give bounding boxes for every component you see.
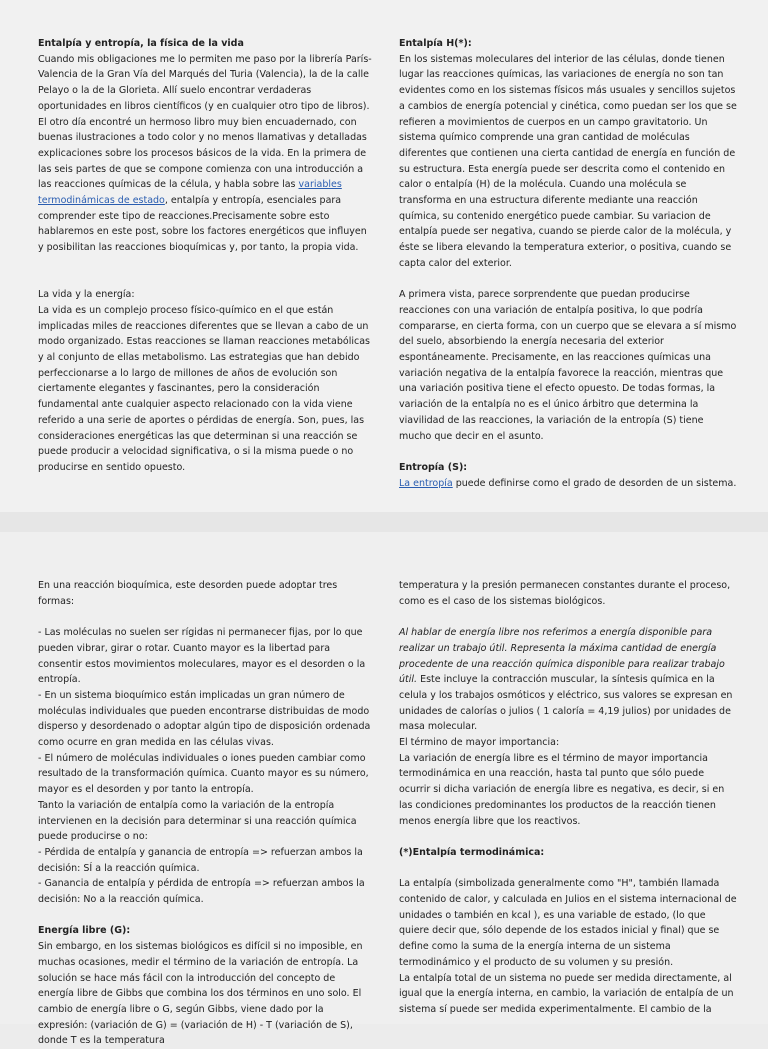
disorder-intro: En una reacción bioquímica, este desorden puede adoptar tres formas: — [38, 580, 338, 607]
enthalpy-paragraph-1: En los sistemas moleculares del interior de las células, donde tienen lugar las reacciones químicas, las variaciones de energía no son tan evidentes como en los sistemas físicos más usuales y sencillos sujetos a cambios de energía potencial y cinética, como puedan ser los que se refieren a movimientos de cuerpos en un campo gravitatorio. Un sistema químico comprende una gran cantidad de moléculas diferentes que contienen una cierta cantidad de energía en función de su estructura. Esta energía puede ser descrita como el contenido en calor o entalpía (H) de la molécula. Cuando una molécula se transforma en una estructura diferente mediante una reacción química, su contenido energético puede cambiar. Su variacion de entalpía puede ser negativa, cuando se pierde calor de la molécula, y éste se libera elevando la temperatura exterior, o positiva, cuando se capta calor del exterior. — [399, 53, 737, 269]
life-energy-body: La vida es un complejo proceso físico-químico en el que están implicadas miles de reacciones diferentes que se llevan a cabo de un modo organizado. Estas reacciones se llaman reacciones metabólicas y al conjunto de ellas metabolismo. Las estrategias que han debido perfeccionarse a lo largo de millones de años de evolución son ciertamente elegantes y fascinantes, pero la consideración fundamental ante cualquier aspecto relacionado con la vida viene referido a una serie de aportes o pérdidas de energía. Son, pues, las consideraciones energéticas las que determinan si una reacción se puede producir a velocidad significativa, o si la misma puede o no producirse en sentido opuesto. — [38, 304, 370, 473]
conditions-text: temperatura y la presión permanecen constantes durante el proceso, como es el caso de los sistemas biológicos. — [399, 580, 731, 607]
disorder-list: - Las moléculas no suelen ser rígidas ni permanecer fijas, por lo que pueden vibrar, girar o rotar. Cuanto mayor es la libertad para consentir estos movimientos moleculares, mayor es el desorden o la entropía. - En un sistema bioquímico están implicadas un gran número de moléculas individuales que pueden encontrarse distribuidas de modo disperso y desordenado o adoptar algún tipo de disposición ordenada como ocurre en gran medida en las células vivas. - El número de moléculas individuales o iones pueden cambiar como resultado de la transformación química. Cuanto mayor es su número, mayor es el desorden y por tanto la entropía. Tanto la variación de entalpía como la variación de la entropía intervienen en la decisión para determinar si una reacción química puede producirse o no: - Pérdida de entalpía y ganancia de entropía => refuerzan ambos la decisión: SÍ a la reacción química. - Ganancia de entalpía y pérdida de entropía => refuerzan ambos la decisión: No a la reacción química. — [38, 627, 371, 906]
free-energy-italic: Al hablar de energía libre nos referimos a energía disponible para realizar un trabajo útil. Representa la máxima cantidad de energía procedente de una reacción química disponible para realizar trabajo útil. — [399, 627, 725, 686]
document-page-2 — [0, 532, 768, 1047]
page1-right-column — [399, 36, 737, 491]
entropy-text: puede definirse como el grado de desorden de un sistema. — [452, 477, 737, 489]
entropy-link[interactable]: La entropía — [399, 477, 453, 489]
entropy-paragraph — [399, 476, 737, 492]
entropy-title: Entropía (S): — [399, 461, 468, 473]
intro-text-cont: , entalpía y entropía, esenciales para comprender este tipo de reacciones.Precisamente sobre esto hablaremos en este post, sobre los factores energéticos que influyen y posibilitan las reacciones bioquímicas y, por tanto, la propia vida. — [38, 195, 367, 254]
page2-right-column — [399, 578, 737, 1018]
page1-left-column — [38, 36, 373, 476]
thermo-enthalpy-body: La entalpía (simbolizada generalmente como "H", también llamada contenido de calor, y calculada en Julios en el sistema internacional de unidades o también en kcal ), es una variable de estado, (lo que quiere decir que, sólo depende de los estados inicial y final) que se define como la suma de la energía interna de un sistema termodinámico y el producto de su volumen y su presión. La entalpía total de un sistema no puede ser medida directamente, al igual que la energía interna, en cambio, la variación de entalpía de un sistema sí puede ser medida experimentalmente. El cambio de la — [399, 878, 737, 1015]
enthalpy-title: Entalpía H(*): — [399, 38, 472, 49]
thermo-enthalpy-title: (*)Entalpía termodinámica: — [399, 846, 545, 858]
intro-text: Cuando mis obligaciones me lo permiten me paso por la librería París-Valencia de la Gran Vía del Marqués del Turia (Valencia), la de la calle Pelayo o la de la Glorieta. Allí suelo encontrar verdaderas oportunidades en libros científicos (y en cualquier otro tipo de libros). El otro día encontré un hermoso libro muy bien encuadernado, con buenas ilustraciones a todo color y no menos llamativas y detalladas explicaciones sobre los procesos básicos de la vida. En la primera de las seis partes de que se compone comienza con una introducción a las reacciones químicas de la célula, y habla sobre las — [38, 53, 372, 191]
intro-paragraph — [38, 52, 373, 256]
enthalpy-paragraph-2: A primera vista, parece sorprendente que puedan producirse reacciones con una variación de entalpía positiva, lo que podría compararse, en cierta forma, con un cuerpo que se elevara a sí mismo del suelo, absorbiendo la energía necesaria del exterior espontáneamente. Precisamente, en las reacciones químicas una variación negativa de la entalpía favorece la reacción, mientras que una variación positiva tiene el efecto opuesto. De todas formas, la variación de la entalpía no es el único árbitro que determina la viavilidad de las reacciones, la variación de la entropía (S) tiene mucho que decir en el asunto. — [399, 289, 737, 442]
free-energy-definition — [399, 625, 737, 829]
free-energy-title: Energía libre (G): — [38, 925, 131, 937]
life-energy-title: La vida y la energía: — [38, 289, 135, 301]
free-energy-body: Sin embargo, en los sistemas biológicos es difícil si no imposible, en muchas ocasiones, medir el término de la variación de entropía. La solución se hace más fácil con la introducción del concepto de energía libre de Gibbs que combina los dos términos en uno solo. El cambio de energía libre o G, según Gibbs, viene dado por la expresión: (variación de G) = (variación de H) - T (variación de S), donde T es la temperatura — [38, 941, 363, 1047]
page2-left-column — [38, 578, 373, 1049]
article-title: Entalpía y entropía, la física de la vida — [38, 38, 244, 49]
page-separator — [0, 512, 768, 532]
free-energy-details: Este incluye la contracción muscular, la síntesis química en la celula y los trabajos osmóticos y eléctrico, sus valores se expresan en unidades de calorías o julios ( 1 caloría = 4,19 julios) por unidades de masa molecular. El término de mayor importancia: La variación de energía libre es el término de mayor importancia termodinámica en una reacción, hasta tal punto que sólo puede ocurrir si dicha variación de energía libre es negativa, es decir, si en las condiciones predominantes los productos de la reacción tienen menos energía libre que los reactivos. — [399, 674, 733, 827]
variables-link[interactable]: variables termodinámicas de estado — [38, 179, 342, 207]
document-page-1 — [0, 0, 768, 512]
